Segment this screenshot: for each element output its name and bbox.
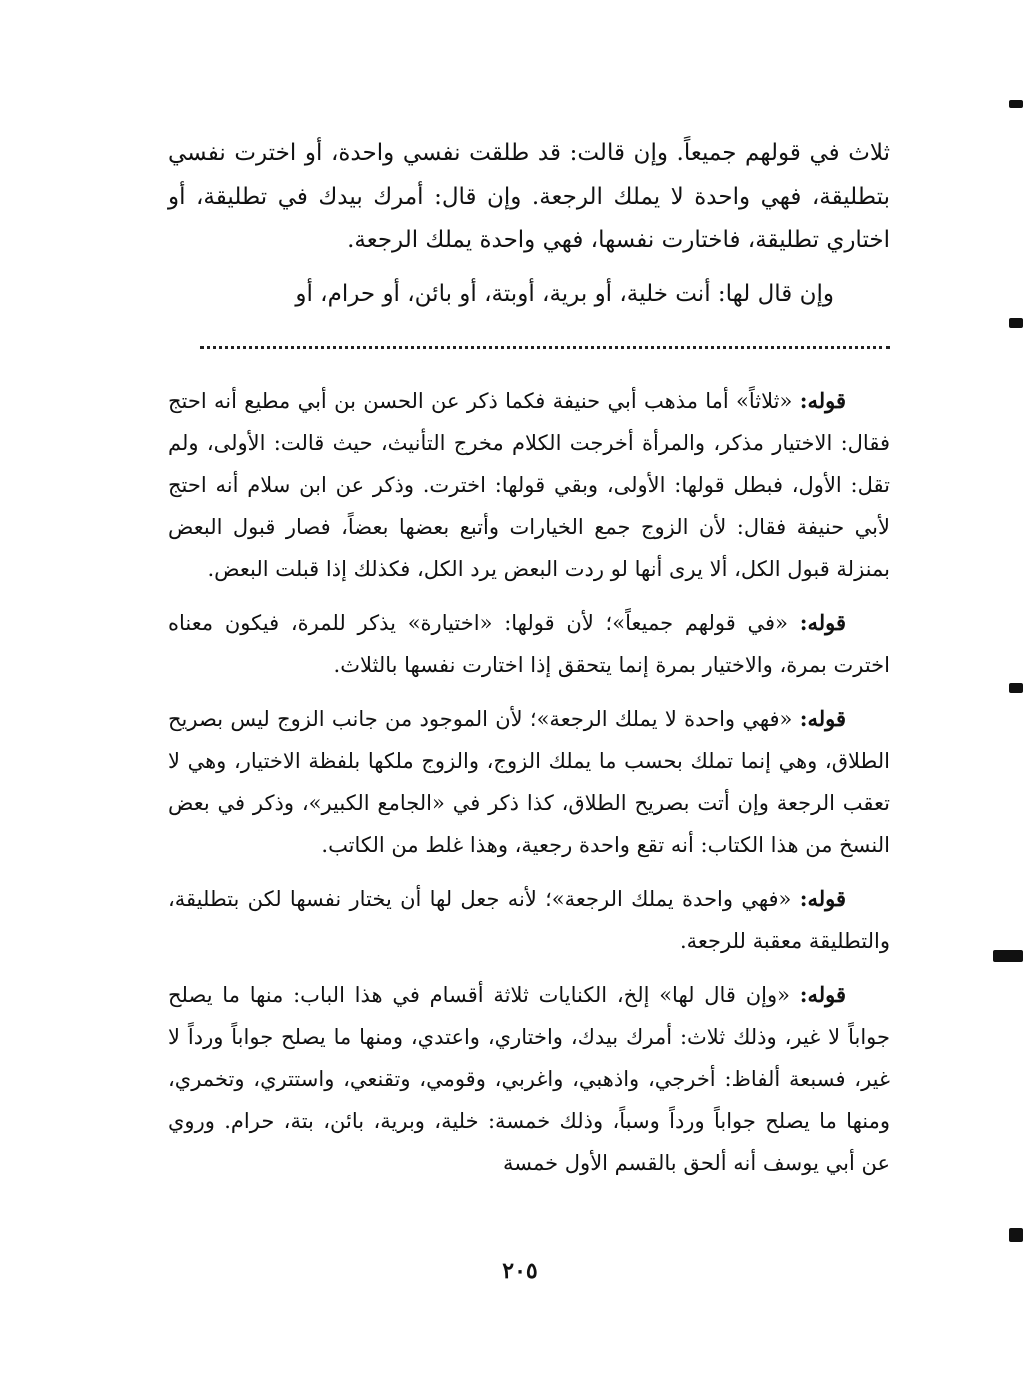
commentary-text: «في قولهم جميعاً»؛ لأن قولها: «اختيارة» يذكر للمرة، فيكون معناه اخترت بمرة، والاختيار بمرة إنما يتحقق إذا اختارت نفسها بالثلاث.: [168, 611, 890, 677]
main-text: [168, 132, 890, 326]
commentary-paragraph-1: [168, 380, 890, 590]
commentary-paragraph-3: [168, 698, 890, 866]
commentary: [168, 380, 890, 1196]
scan-edge-mark: [993, 950, 1023, 962]
commentary-text: «فهي واحدة يملك الرجعة»؛ لأنه جعل لها أن يختار نفسها لكن بتطليقة، والتطليقة معقبة للرجعة.: [168, 887, 890, 953]
commentary-text: «فهي واحدة لا يملك الرجعة»؛ لأن الموجود من جانب الزوج ليس بصريح الطلاق، وهي إنما تملك بحسب ما يملك الزوج، والزوج ملكها بلفظة الاختيار، وهي لا تعقب الرجعة وإن أتت بصريح الطلاق، كذا ذكر في «الجامع الكبير»، وذكر في بعض النسخ من هذا الكتاب: أنه تقع واحدة رجعية، وهذا غلط من الكاتب.: [168, 707, 890, 857]
page-number: ٢٠٥: [502, 1258, 538, 1284]
commentary-lead: قوله:: [799, 886, 846, 911]
scan-edge-mark: [1009, 1228, 1023, 1242]
commentary-text: «وإن قال لها» إلخ، الكنايات ثلاثة أقسام في هذا الباب: منها ما يصلح جواباً لا غير، وذلك ثلاث: أمرك بيدك، واختاري، واعتدي، ومنها ما يصلح جواباً ورداً لا غير، فسبعة ألفاظ: أخرجي، واذهبي، واغربي، وقومي، وتقنعي، واستتري، وتخمري، ومنها ما يصلح جواباً ورداً وسباً، وذلك خمسة: خلية، وبرية، بائن، بتة، حرام. وروي عن أبي يوسف أنه ألحق بالقسم الأول خمسة: [168, 983, 890, 1175]
commentary-paragraph-2: [168, 602, 890, 686]
commentary-text: «ثلاثاً» أما مذهب أبي حنيفة فكما ذكر عن الحسن بن أبي مطيع أنه احتج فقال: الاختيار مذكر، والمرأة أخرجت الكلام مخرج التأنيث، حيث قالت: الأولى، ولم تقل: الأول، فبطل قولها: الأولى، وبقي قولها: اخترت. وذكر عن ابن سلام أنه احتج لأبي حنيفة فقال: لأن الزوج جمع الخيارات وأتبع بعضها بعضاً، فصار قبول البعض بمنزلة قبول الكل، ألا يرى أنها لو ردت البعض يرد الكل، فكذلك إذا قبلت البعض.: [168, 389, 890, 581]
commentary-paragraph-4: [168, 878, 890, 962]
commentary-paragraph-5: [168, 974, 890, 1184]
dotted-separator: [200, 346, 890, 349]
scan-edge-mark: [1009, 318, 1023, 328]
main-paragraph-2: وإن قال لها: أنت خلية، أو برية، أوبتة، أو بائن، أو حرام، أو: [295, 280, 834, 307]
scan-edge-mark: [1009, 100, 1023, 108]
main-paragraph-1: ثلاث في قولهم جميعاً. وإن قالت: قد طلقت نفسي واحدة، أو اخترت نفسي بتطليقة، فهي واحدة لا يملك الرجعة. وإن قال: أمرك بيدك في تطليقة، أو اختاري تطليقة، فاختارت نفسها، فهي واحدة يملك الرجعة.: [168, 140, 890, 253]
commentary-lead: قوله:: [799, 388, 846, 413]
commentary-lead: قوله:: [799, 706, 846, 731]
scan-edge-mark: [1009, 683, 1023, 693]
commentary-lead: قوله:: [799, 610, 846, 635]
commentary-lead: قوله:: [799, 982, 846, 1007]
